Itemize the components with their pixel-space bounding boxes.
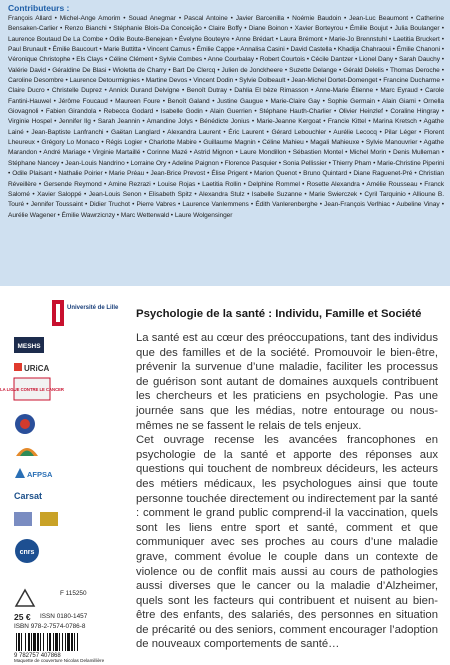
- barcode-bar: [16, 633, 17, 651]
- cnrs-logo: [14, 538, 40, 564]
- carsat-logo: [14, 488, 54, 502]
- description-paragraph-2: Cet ouvrage recense les avancées francophones en psychologie de la santé et apporte des réponses aux questions qui touchent de nombreux décideurs, les acteurs des métiers médicaux, les psychologues ainsi que toute personne touchée directement ou indirectement par la santé : comment le grand public comprend-il la vaccination, quels sont les liens entre sport et santé, comment et que communiquer avec ses proches au cours d’une maladie grave, comment évolue le couple dans un contexte de violence ou de conflit mais aussi au cours de pathologies aussi diverses que le cancer ou la maladie d’Alzheimer, quels sont les facteurs qui contribuent et nuisent au bien-être des enfants, des salariés, des personnes en situation de précarité ou des seniors, comment encourager l’adoption de nouveaux comportements de santé…: [136, 434, 438, 651]
- barcode-bar: [55, 633, 58, 651]
- price-label: 25 €: [14, 612, 31, 622]
- barcode-bar: [31, 633, 32, 651]
- barcode-number: 9 782757 407868: [14, 653, 61, 659]
- partner-seal-logo: [14, 413, 36, 435]
- barcode-bar: [37, 633, 39, 651]
- carsat-label: Carsat: [14, 491, 43, 501]
- ligue-contre-cancer-logo: [0, 378, 64, 408]
- barcode-bar: [77, 633, 78, 651]
- partner-logos-pair: [14, 510, 64, 528]
- barcode-bar: [43, 633, 44, 651]
- afpsa-label: AFPSA: [27, 470, 53, 479]
- cover-credit: Maquette de couverture Nicolas Delamillière: [14, 658, 105, 663]
- barcode: [14, 633, 110, 653]
- universite-lille-logo: [52, 300, 119, 328]
- description-paragraph-1: La santé est au cœur des préoccupations, tant des individus que des familles et de la société. Promouvoir le bien-être, prévenir la survenue d’une maladie, faciliter les processus de guérison sont autant de domaines auxquels contribuent les chercheurs et les praticiens en psychologie. Pas une journée sans que les médias, notre entourage ou nous-mêmes ne se fassent le relais de tels enjeux.: [136, 332, 438, 432]
- contributors-list: François Allard • Michel-Ange Amorim • Souad Anegmar • Pascal Antoine • Javier Barcenilla • Noémie Baudoin • Jean-Luc Beaumont • Catherine Bensaken-Carlier • Renzo Bianchi • Stéphanie Blois-Da Conceição • Claire Boffy • Diane Boinon • Xavier Borteyrou • Émilie Boujut • Julia Boulanger • Laurence Boutaud De La Combe • Odile Boute-Benejean • Évelyne Bouteyre • Anne Brédart • Laura Brémont • Marie-Jo Brennstuhl • Laetitia Bruckert • Paul Brunault • Émilie Baucourt • Marie Buttitta • Vincent Camus • Émilie Cappe • Annalisa Casini • David Castella • Khadija Chahraoui • Émilie Chanoni • Véronique Christophe • Els Clays • Céline Clément • Sylvie Combes • Anne Courbalay • Robert Courtois • Cécile Dantzer • Lionel Dany • Sarah Dauchy • Valérie David • Géraldine De Blasi • Wioletta de Charry • Bart De Clercq • Julien de Jonckheere • Suzette Delange • Gérald Delelis • Thomas Deroche • Caroline Desombre • Laurence Detourmignies • Martine Devos • Vincent Dodin • Sylvie Dolbeault • Jean-Michel Dortet-Domenget • Francine Ducharme • Claire Ducro • Christelle Duprez • Annick Durand Delvigne • Benoît Dutray • Dahlia El bèze Rimasson • Anne-Marie Étienne • Marc Eyraud • Carole Fantini-Hauwel • Jérôme Foucaud • Maureen Foure • Benoît Galand • Justine Gaugue • Marie-Claire Gay • Sophie Germain • Alain Giami • Ornella Giovagnoli • Fabien Girandola • Rebecca Godard • Isabelle Godin • Alain Guerrien • Stéphane Hauth-Charlier • Olivier Heinzlef • Coraline Hingray • Virginie Hospel • Jennifer Ilg • Sarah Jeannin • Amandine Jolys • Bénédicte Jonius • Marie-Jeanne Kergoat • Francie Kittel • Marina Kretsch • Agathe Lainé • Jean-Baptiste Lanfranchi • Gaëtan Langlard • Alexandra Laurent • Éric Laurent • Gérard Lebouchler • Aurélie Lecocq • Pilar Léger • Florent Lheureux • Grégory Lo Monaco • Régis Logier • Charlotte Mabire • Guillaume Magnin • Céline Mahieu • Magali Mahieuxe • Sylvie Manouvrier • Agathe Marandon • André Mariage • Virginie Martaillé • Corinne Mazé • Astrid Mignon • Laure Mondillon • Sébastien Montel • Michel Morin • Denis Mulleman • Stéphane Nancey • Jean-Louis Nandrino • Lorraine Ory • Adeline Paignon • Florence Pasquier • Sonia Pellissier • Thierry Pham • Marie-Christine Piperini • Odile Plaisant • Nathalie Poirier • Marie Préau • Jean-Brice Prevost • Élise Prigent • Marion Quenot • Bruno Quintard • Diane Raguenet-Pré • Christian Réveillère • Gersende Reymond • Amine Rezrazi • Louise Rojas • Laetitia Rollin • Delphine Rommel • Rosette Alexandra • Amélie Rousseau • Franck Salomé • Xavier Saloppé • Jean-Louis Senon • Elisabeth Spitz • Alexandra Stulz • Isabelle Suzanne • Marie Swierczek • Cyril Tarquinio • Allioune B. Touré • Jennifer Toussaint • Didier Truchot • Pierre Vabres • Laurence Vanlemmens • Édith Vanlerenberghe • Jean-François Verlhiac • Aubeline Vinay • Aurélie Wagener • Émilie Wawrzicnzy • Marc Wetterwald • Laure Wolgensinger: [8, 15, 444, 219]
- meshs-label: MESHS: [17, 343, 41, 350]
- barcode-bar: [74, 633, 75, 651]
- barcode-bar: [67, 633, 70, 651]
- barcode-bar: [53, 633, 54, 651]
- urica-label: URiCA: [24, 364, 50, 373]
- afpsa-logo: [14, 466, 54, 480]
- contributors-panel: [0, 0, 450, 286]
- barcode-bar: [62, 633, 63, 651]
- recycle-icon: [14, 588, 36, 608]
- ligue-label: LA LIGUE CONTRE LE CANCER: [0, 387, 64, 392]
- contributors-title: Contributeurs :: [8, 3, 70, 13]
- barcode-bar: [47, 633, 48, 651]
- universite-lille-label: Université de Lille: [67, 305, 119, 311]
- partner-logo: [14, 440, 40, 458]
- issn-label: ISSN 0180-1457: [40, 613, 88, 620]
- book-title: Psychologie de la santé : Individu, Famille et Société: [136, 308, 422, 320]
- cnrs-label: cnrs: [19, 549, 35, 556]
- barcode-bar: [25, 633, 26, 651]
- barcode-bar: [71, 633, 73, 651]
- barcode-bar: [65, 633, 66, 651]
- barcode-bar: [40, 633, 41, 651]
- barcode-bar: [18, 633, 20, 651]
- book-description: [136, 331, 438, 652]
- barcode-bar: [28, 633, 30, 651]
- isbn-label: ISBN 978-2-7574-0786-8: [14, 623, 86, 630]
- barcode-bar: [49, 633, 51, 651]
- product-code: F 115250: [60, 590, 87, 597]
- barcode-bar: [21, 633, 22, 651]
- urica-logo: [14, 360, 48, 374]
- barcode-bar: [59, 633, 60, 651]
- meshs-logo: [14, 337, 44, 353]
- barcode-bar: [33, 633, 36, 651]
